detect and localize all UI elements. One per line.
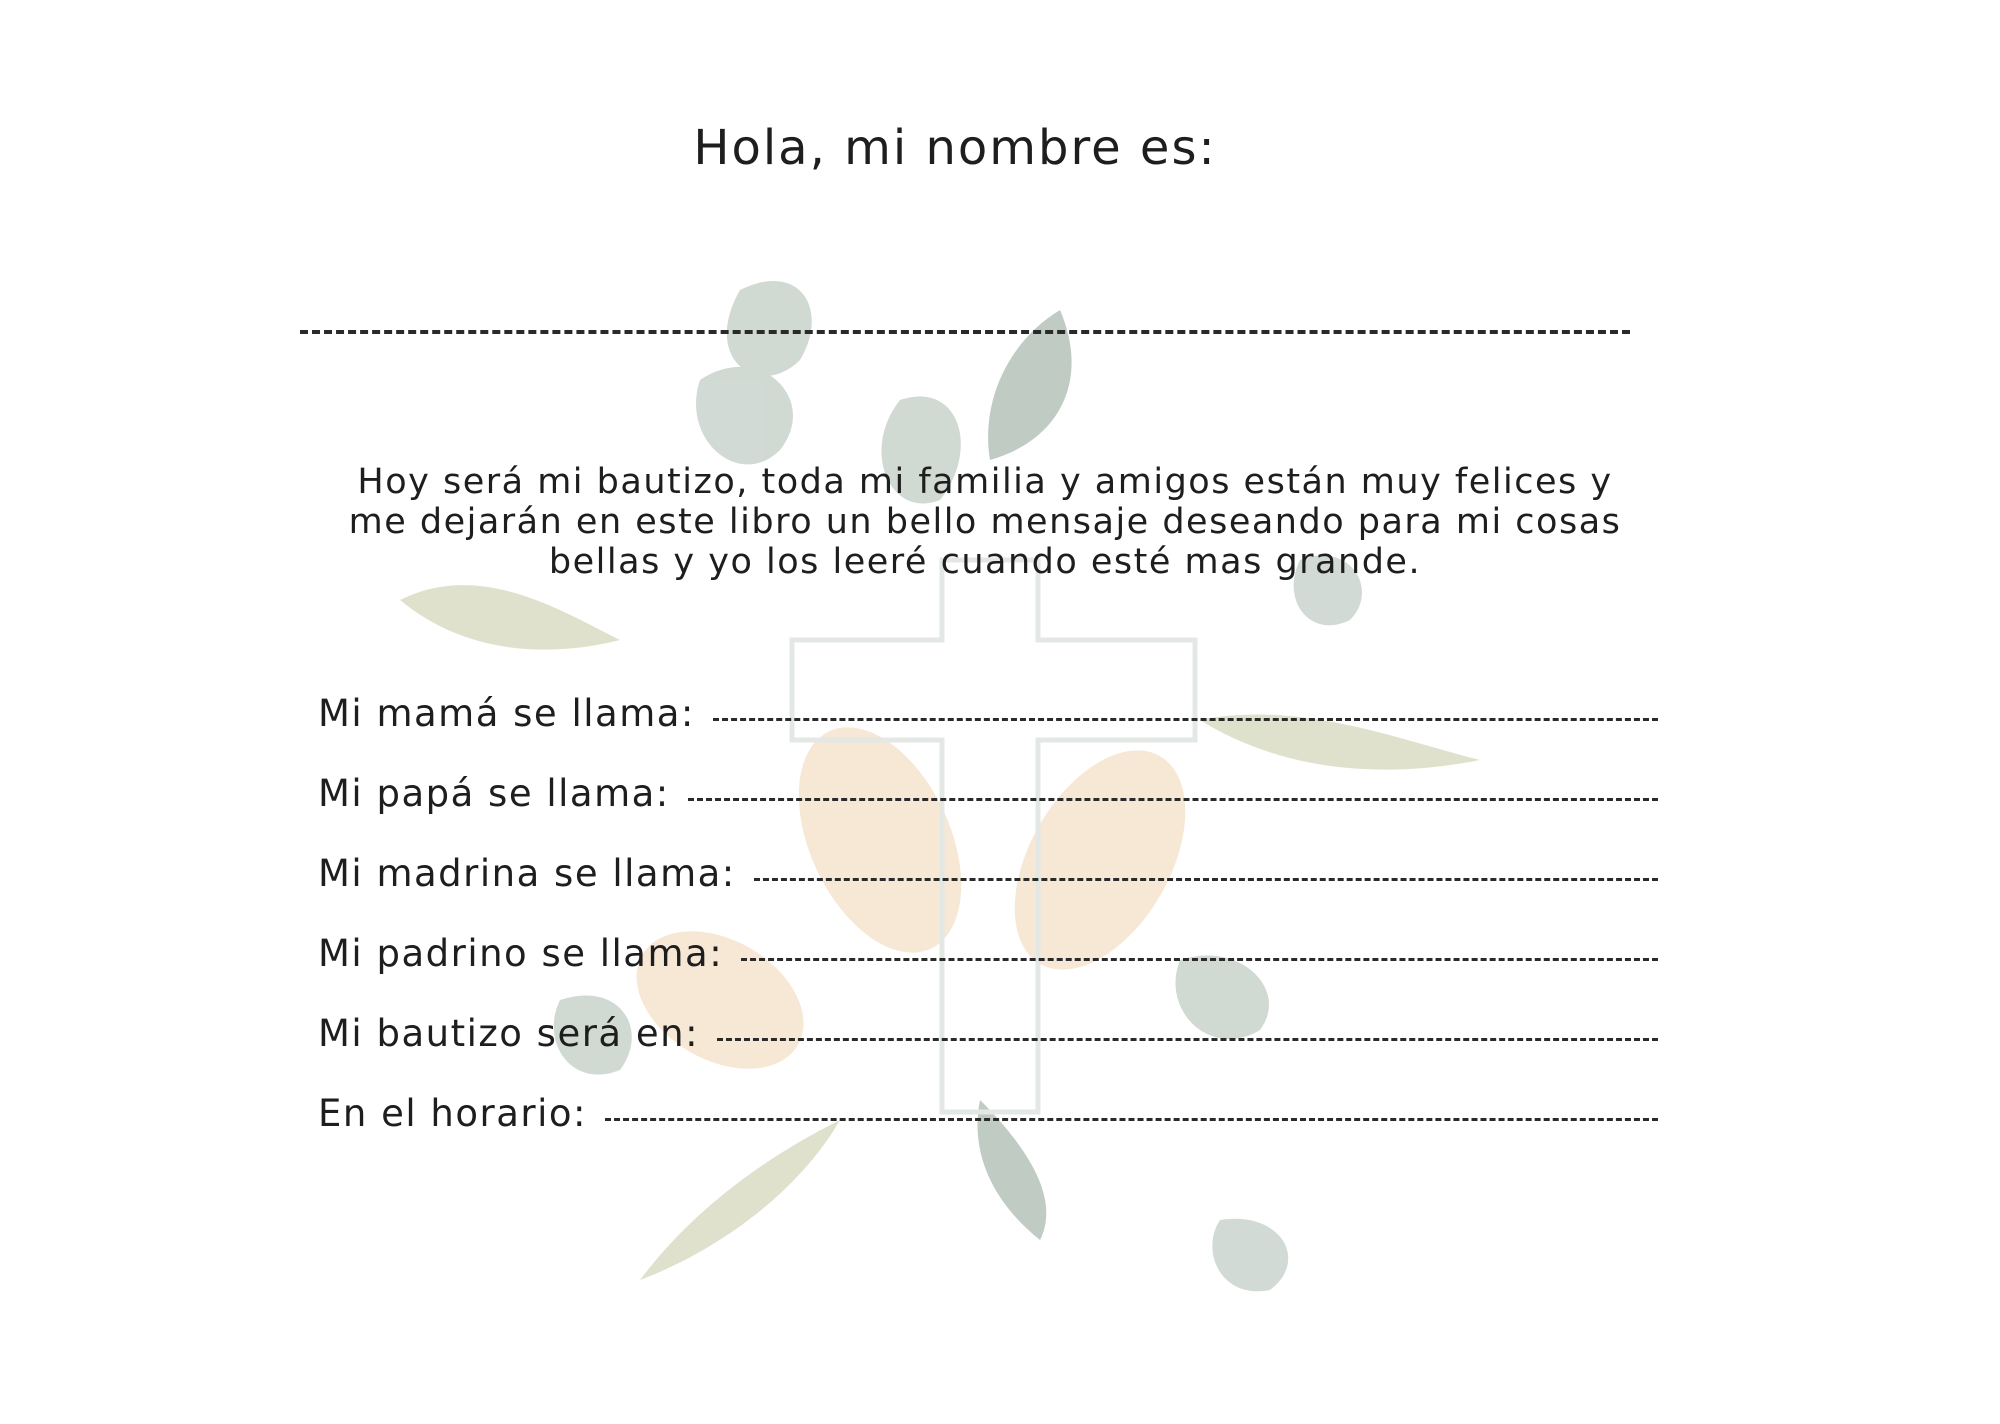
fill-in-line[interactable] (717, 1038, 1658, 1041)
schedule-field (318, 1055, 1658, 1135)
leaf-shape (1212, 1219, 1288, 1292)
baptism-place-field (318, 975, 1658, 1055)
field-label: Mi mamá se llama: (318, 692, 695, 735)
field-label: Mi madrina se llama: (318, 852, 736, 895)
field-label: Mi papá se llama: (318, 772, 670, 815)
intro-paragraph (320, 462, 1650, 582)
fill-in-line[interactable] (754, 878, 1658, 881)
fill-in-line[interactable] (605, 1118, 1658, 1121)
godmother-name-field (318, 815, 1658, 895)
name-blank-line[interactable] (300, 330, 1630, 334)
field-label: Mi padrino se llama: (318, 932, 724, 975)
mother-name-field (318, 655, 1658, 735)
fill-in-line[interactable] (741, 958, 1658, 961)
leaf-shape (400, 585, 620, 650)
leaf-shape (640, 1120, 840, 1280)
field-label: Mi bautizo será en: (318, 1012, 700, 1055)
leaf-shape (727, 281, 812, 376)
fields-list (318, 655, 1658, 1135)
father-name-field (318, 735, 1658, 815)
intro-line: Hoy será mi bautizo, toda mi familia y amigos están muy felices y (357, 462, 1613, 502)
fill-in-line[interactable] (688, 798, 1658, 801)
fill-in-line[interactable] (713, 718, 1658, 721)
page-title: Hola, mi nombre es: (693, 120, 1217, 176)
intro-line: bellas y yo los leeré cuando esté mas grande. (548, 542, 1422, 582)
intro-line: me dejarán en este libro un bello mensaje deseando para mi cosas (348, 502, 1622, 542)
godfather-name-field (318, 895, 1658, 975)
leaf-shape (696, 367, 793, 464)
field-label: En el horario: (318, 1092, 587, 1135)
